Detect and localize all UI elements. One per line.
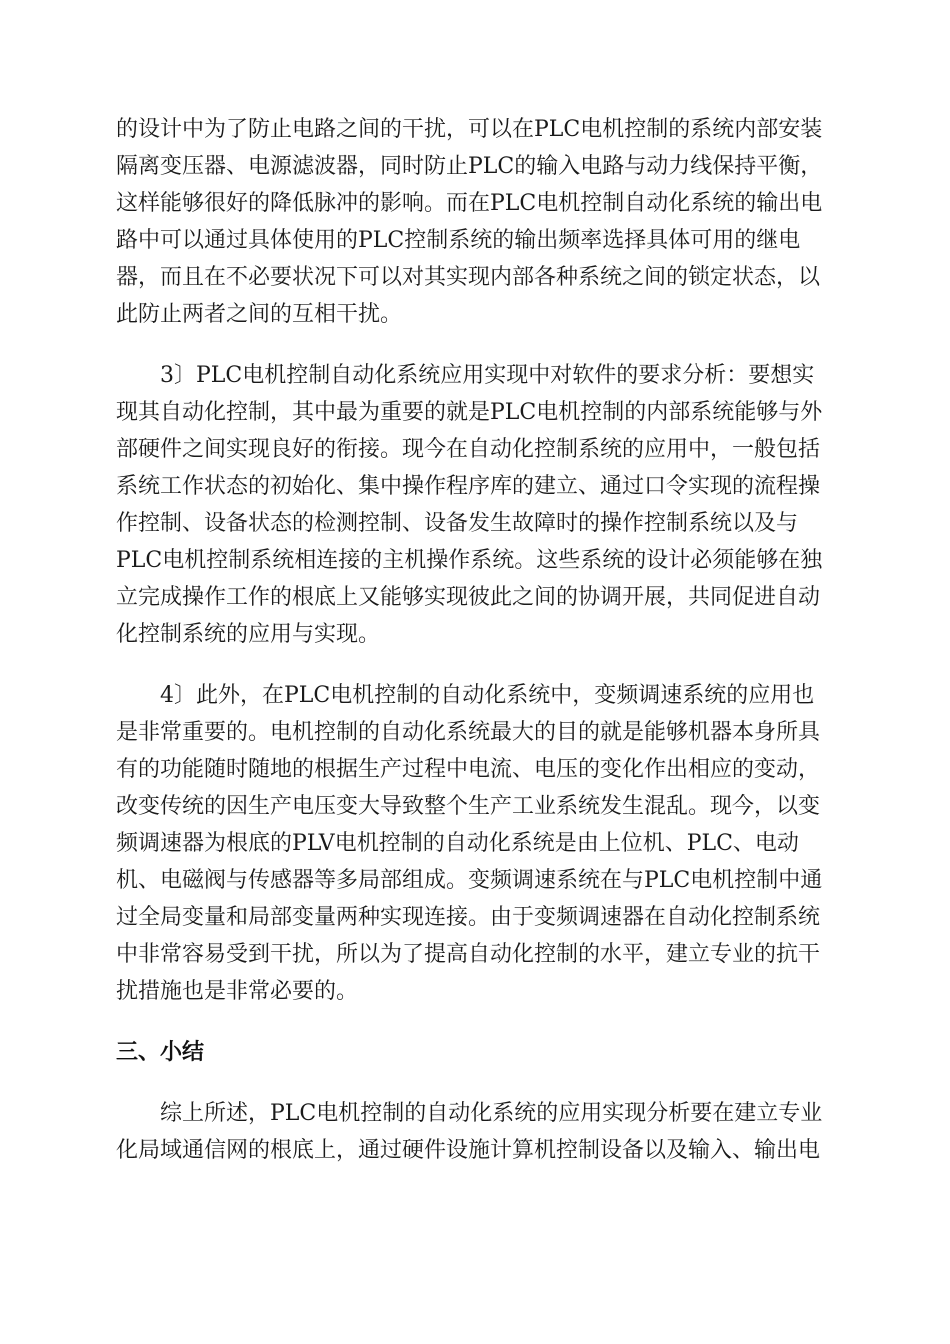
paragraph-3-line: 有的功能随时随地的根据生产过程中电流、电压的变化作出相应的变动， bbox=[116, 757, 821, 782]
paragraph-3-line: 是非常重要的。电机控制的自动化系统最大的目的就是能够机器本身所具 bbox=[116, 720, 821, 745]
paragraph-3-line: 扰措施也是非常必要的。 bbox=[116, 979, 359, 1004]
section-heading: 三、小结 bbox=[116, 1040, 205, 1065]
paragraph-1-line: 此防止两者之间的互相干扰。 bbox=[116, 302, 403, 327]
paragraph-2-line: 3〕PLC电机控制自动化系统应用实现中对软件的要求分析：要想实 bbox=[160, 363, 815, 388]
paragraph-1-line: 这样能够很好的降低脉冲的影响。而在PLC电机控制自动化系统的输出电 bbox=[116, 191, 823, 216]
paragraph-2-line: 化控制系统的应用与实现。 bbox=[116, 622, 381, 647]
paragraph-3-line: 过全局变量和局部变量两种实现连接。由于变频调速器在自动化控制系统 bbox=[116, 905, 821, 930]
paragraph-3-line: 机、电磁阀与传感器等多局部组成。变频调速系统在与PLC电机控制中通 bbox=[116, 868, 823, 893]
paragraph-2-line: 现其自动化控制，其中最为重要的就是PLC电机控制的内部系统能够与外 bbox=[116, 400, 823, 425]
paragraph-2-line: 系统工作状态的初始化、集中操作程序库的建立、通过口令实现的流程操 bbox=[116, 474, 821, 499]
paragraph-1-line: 器，而且在不必要状况下可以对其实现内部各种系统之间的锁定状态，以 bbox=[116, 265, 821, 290]
paragraph-4-line: 化局域通信网的根底上，通过硬件设施计算机控制设备以及输入、输出电 bbox=[116, 1138, 821, 1163]
paragraph-2-line: 立完成操作工作的根底上又能够实现彼此之间的协调开展，共同促进自动 bbox=[116, 585, 821, 610]
paragraph-3-line: 4〕此外，在PLC电机控制的自动化系统中，变频调速系统的应用也 bbox=[160, 683, 815, 708]
paragraph-1-line: 的设计中为了防止电路之间的干扰，可以在PLC电机控制的系统内部安装 bbox=[116, 117, 823, 142]
paragraph-1-line: 隔离变压器、电源滤波器，同时防止PLC的输入电路与动力线保持平衡， bbox=[116, 154, 823, 179]
paragraph-4-line: 综上所述，PLC电机控制的自动化系统的应用实现分析要在建立专业 bbox=[160, 1101, 823, 1126]
paragraph-2-line: PLC电机控制系统相连接的主机操作系统。这些系统的设计必须能够在独 bbox=[116, 548, 823, 573]
paragraph-2-line: 作控制、设备状态的检测控制、设备发生故障时的操作控制系统以及与 bbox=[116, 511, 799, 536]
paragraph-2-line: 部硬件之间实现良好的衔接。现今在自动化控制系统的应用中，一般包括 bbox=[116, 437, 821, 462]
paragraph-3-line: 改变传统的因生产电压变大导致整个生产工业系统发生混乱。现今，以变 bbox=[116, 794, 821, 819]
paragraph-3-line: 频调速器为根底的PLV电机控制的自动化系统是由上位机、PLC、电动 bbox=[116, 831, 799, 856]
paragraph-1-line: 路中可以通过具体使用的PLC控制系统的输出频率选择具体可用的继电 bbox=[116, 228, 801, 253]
paragraph-3-line: 中非常容易受到干扰，所以为了提高自动化控制的水平，建立专业的抗干 bbox=[116, 942, 821, 967]
